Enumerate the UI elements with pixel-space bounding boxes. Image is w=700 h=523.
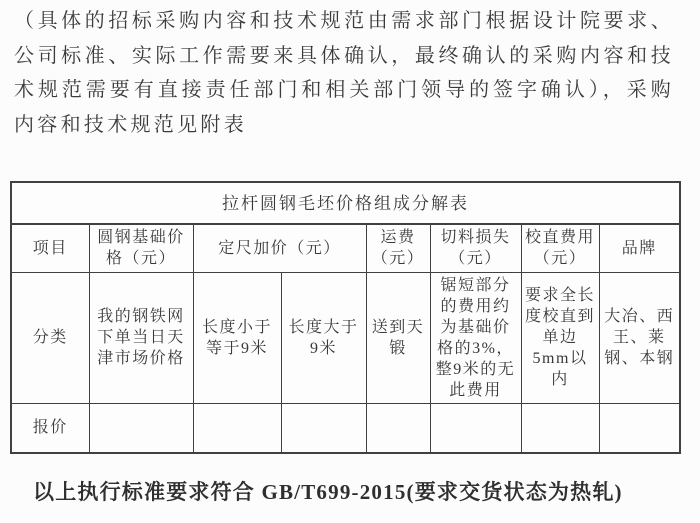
classification-brand: 大冶、西王、莱钢、本钢 xyxy=(599,272,680,403)
header-fixed-length-surcharge: 定尺加价（元） xyxy=(193,224,366,272)
classification-base-price: 我的钢铁网下单当日天津市场价格 xyxy=(89,272,193,403)
header-brand: 品牌 xyxy=(599,224,680,272)
classification-straightening-fee: 要求全长度校直到单边5mm以内 xyxy=(521,272,599,403)
classification-freight: 送到天锻 xyxy=(366,272,430,403)
table-title-row xyxy=(11,182,680,224)
quote-cell-base-price xyxy=(89,403,193,453)
intro-paragraph: （具体的招标采购内容和技术规范由需求部门根据设计院要求、公司标准、实际工作需要来具体确认，最终确认的采购内容和技术规范需要有直接责任部门和相关部门领导的签字确认），采购内容和技术规范见附表 xyxy=(14,10,674,136)
header-cutting-loss: 切料损失（元） xyxy=(430,224,521,272)
classification-surcharge-gt-9m: 长度大于9米 xyxy=(281,272,366,403)
header-item: 项目 xyxy=(11,224,89,272)
quote-cell-freight xyxy=(366,403,430,453)
header-base-price: 圆钢基础价格（元） xyxy=(89,224,193,272)
table-header-row xyxy=(11,224,680,272)
classification-surcharge-le-9m: 长度小于等于9米 xyxy=(193,272,281,403)
quote-cell-surcharge-gt-9m xyxy=(281,403,366,453)
classification-cutting-loss: 锯短部分的费用约为基础价格的3%，整9米的无此费用 xyxy=(430,272,521,403)
quote-row xyxy=(11,403,680,453)
quote-cell-cutting-loss xyxy=(430,403,521,453)
price-breakdown-table xyxy=(10,181,681,454)
quote-cell-brand xyxy=(599,403,680,453)
header-freight: 运费（元） xyxy=(366,224,430,272)
quote-cell-straightening-fee xyxy=(521,403,599,453)
table-title: 拉杆圆钢毛坯价格组成分解表 xyxy=(11,182,680,224)
standard-requirement-note: 以上执行标准要求符合 GB/T699-2015(要求交货状态为热轧) xyxy=(33,480,623,504)
header-straightening-fee: 校直费用（元） xyxy=(521,224,599,272)
classification-label: 分类 xyxy=(11,272,89,403)
quote-label: 报价 xyxy=(11,403,89,453)
quote-cell-surcharge-le-9m xyxy=(193,403,281,453)
classification-row xyxy=(11,272,680,403)
